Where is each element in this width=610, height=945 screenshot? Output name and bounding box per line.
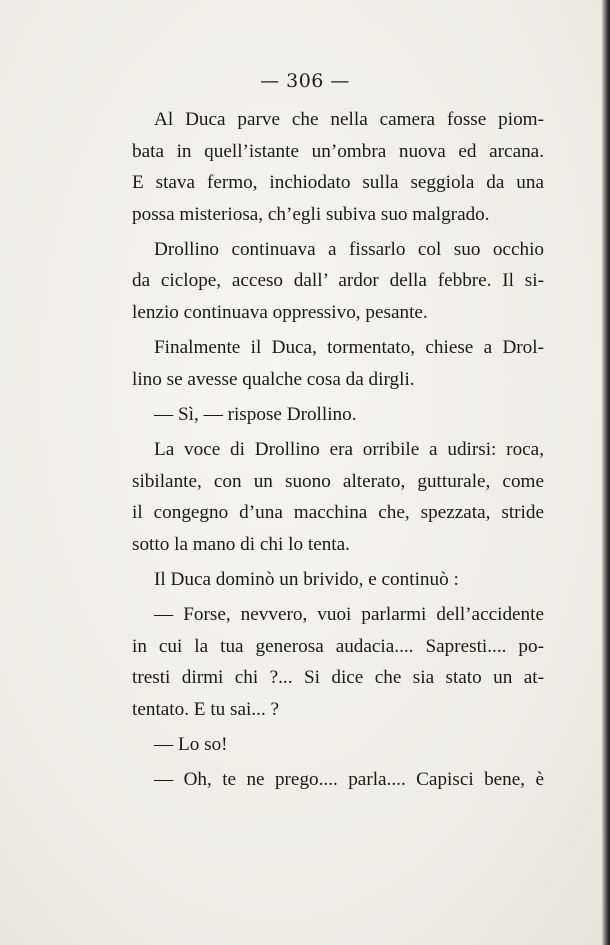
paragraph [132,599,544,725]
text-line: — Oh, te ne prego.... parla.... Capisci bene, è [154,768,544,790]
paragraph [132,104,544,230]
text-line: — Sì, — rispose Drollino. [154,403,357,425]
text-line: tentato. E tu sai... ? [132,698,280,720]
page-edge-shadow [602,0,610,945]
paragraph [132,764,544,796]
text-line: in cui la tua generosa audacia.... Sapresti.... po- [132,635,544,657]
text-body [132,104,544,799]
text-line: sotto la mano di chi lo tenta. [132,533,350,555]
paragraph [132,564,544,596]
text-line: — Lo so! [154,733,228,755]
text-line: lenzio continuava oppressivo, pesante. [132,302,428,324]
text-line: il congegno d’una macchina che, spezzata, stride [132,502,544,524]
text-line: Finalmente il Duca, tormentato, chiese a Drol- [154,337,544,359]
paragraph [132,332,544,395]
paragraph [132,729,544,761]
text-line: possa misteriosa, ch’egli subiva suo malgrado. [132,203,490,225]
text-line: Drollino continuava a fissarlo col suo occhio [154,238,544,260]
text-line: La voce di Drollino era orribile a udirsi: roca, [154,438,544,460]
text-line: lino se avesse qualche cosa da dirgli. [132,368,415,390]
paragraph [132,434,544,560]
text-line: Al Duca parve che nella camera fosse piom- [154,109,544,130]
page-number: — 306 — [260,70,350,92]
text-line: da ciclope, acceso dall’ ardor della febbre. Il si- [132,270,544,292]
text-line: — Forse, nevvero, vuoi parlarmi dell’accidente [154,603,544,625]
text-line: E stava fermo, inchiodato sulla seggiola da una [132,172,544,194]
text-line: Il Duca dominò un brivido, e continuò : [154,568,459,590]
text-line: tresti dirmi chi ?... Si dice che sia stato un at- [132,667,544,689]
text-line: sibilante, con un suono alterato, gutturale, come [132,470,544,492]
text-line: bata in quell’istante un’ombra nuova ed arcana. [132,140,544,162]
paragraph [132,234,544,329]
paragraph [132,399,544,431]
